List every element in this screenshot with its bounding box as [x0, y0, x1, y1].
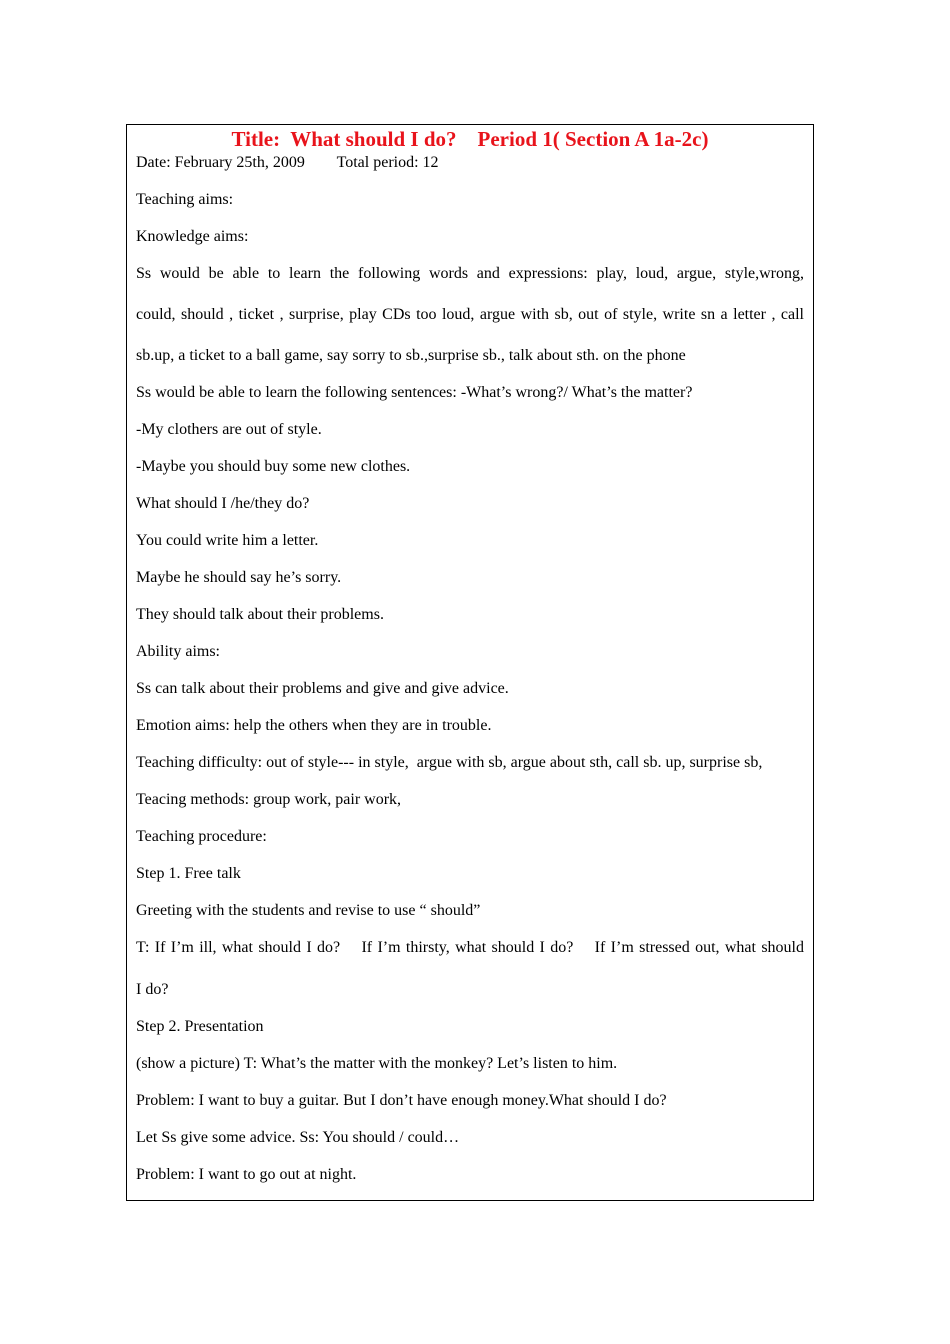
- document-title: Title: What should I do? Period 1( Section A 1a-2c): [231, 127, 709, 151]
- text-line: Step 2. Presentation: [136, 1018, 264, 1035]
- text-line: -My clothers are out of style.: [136, 421, 322, 438]
- text-line: Problem: I want to go out at night.: [136, 1166, 357, 1183]
- text-line: Teacing methods: group work, pair work,: [136, 791, 402, 808]
- text-line: could, should , ticket , surprise, play CDs too loud, argue with sb, out of style, write sn a letter , call: [136, 306, 804, 323]
- text-line: Teaching aims:: [136, 191, 234, 208]
- text-line: Ss would be able to learn the following words and expressions: play, loud, argue, style,wrong,: [136, 265, 804, 282]
- date-line: Date: February 25th, 2009 Total period: 12: [136, 154, 439, 171]
- text-line: I do?: [136, 981, 169, 998]
- text-line: Teaching difficulty: out of style--- in style, argue with sb, argue about sth, call sb. up, surprise sb,: [136, 754, 763, 771]
- text-line: They should talk about their problems.: [136, 606, 384, 623]
- text-line: Maybe he should say he’s sorry.: [136, 569, 342, 586]
- text-line: (show a picture) T: What’s the matter with the monkey? Let’s listen to him.: [136, 1055, 618, 1072]
- text-line: Knowledge aims:: [136, 228, 249, 245]
- text-line: Emotion aims: help the others when they are in trouble.: [136, 717, 492, 734]
- text-line: What should I /he/they do?: [136, 495, 310, 512]
- text-line: Greeting with the students and revise to use “ should”: [136, 902, 481, 919]
- text-line: Teaching procedure:: [136, 828, 267, 845]
- text-line: Ss can talk about their problems and give and give advice.: [136, 680, 509, 697]
- text-line: Problem: I want to buy a guitar. But I don’t have enough money.What should I do?: [136, 1092, 667, 1109]
- text-line: Let Ss give some advice. Ss: You should / could…: [136, 1129, 460, 1146]
- text-line: sb.up, a ticket to a ball game, say sorry to sb.,surprise sb., talk about sth. on the phone: [136, 347, 686, 364]
- text-line: Ss would be able to learn the following sentences: -What’s wrong?/ What’s the matter?: [136, 384, 693, 401]
- text-line: Ability aims:: [136, 643, 220, 660]
- text-line: T: If I’m ill, what should I do? If I’m thirsty, what should I do? If I’m stressed out, what should: [136, 939, 804, 956]
- text-line: -Maybe you should buy some new clothes.: [136, 458, 411, 475]
- text-line: You could write him a letter.: [136, 532, 319, 549]
- lesson-plan-frame: [126, 124, 814, 1201]
- text-line: Step 1. Free talk: [136, 865, 241, 882]
